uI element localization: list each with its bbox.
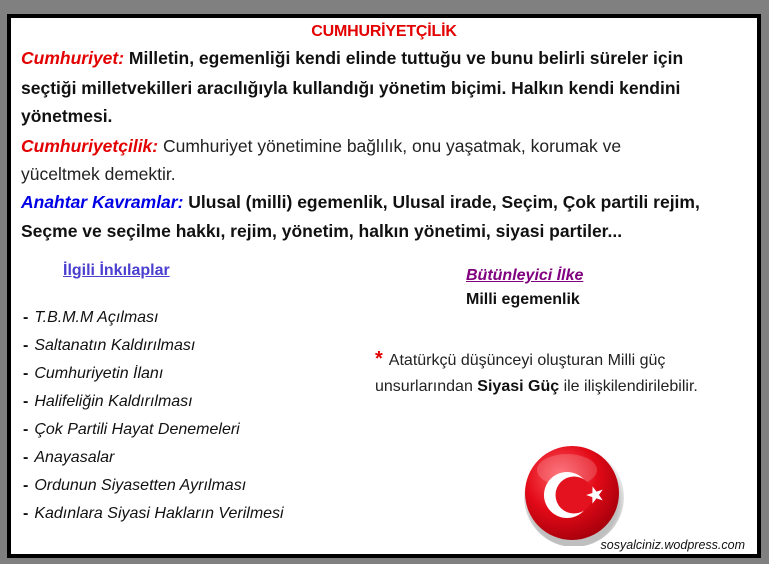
info-card: [7, 14, 761, 558]
term-cumhuriyet: Cumhuriyet:: [21, 48, 125, 68]
list-item: [23, 332, 284, 360]
note-text-end: ile ilişkilendirilebilir.: [559, 378, 698, 395]
dash: -: [23, 421, 29, 438]
page-title: CUMHURİYETÇİLİK: [311, 23, 457, 40]
note-text: Atatürkçü düşünceyi oluşturan Milli güç unsurlarından: [375, 352, 666, 395]
term-anahtar-kavramlar: Anahtar Kavramlar:: [21, 192, 184, 212]
dash: -: [23, 477, 29, 494]
definition-cumhuriyetcilik-line2: yüceltmek demektir.: [21, 164, 176, 184]
note-bold: Siyasi Güç: [477, 378, 560, 395]
key-concepts-line1: [21, 192, 700, 213]
definition-cumhuriyetcilik-line1: [21, 136, 621, 157]
related-reforms-heading[interactable]: İlgili İnkılaplar: [63, 262, 170, 279]
list-item: [23, 500, 284, 528]
list-item: [23, 416, 284, 444]
list-item: [23, 472, 284, 500]
asterisk-icon: *: [375, 348, 383, 370]
reform-label: Cumhuriyetin İlanı: [34, 365, 164, 382]
related-reforms-list: [23, 304, 284, 528]
dash: -: [23, 505, 29, 522]
list-item: [23, 444, 284, 472]
definition-cumhuriyet-line1: [21, 48, 683, 69]
definition-cumhuriyet-line3: yönetmesi.: [21, 106, 113, 126]
turkish-flag-icon: [521, 442, 625, 546]
note: [375, 346, 725, 400]
reform-label: Ordunun Siyasetten Ayrılması: [34, 477, 247, 494]
complementary-principle-heading[interactable]: Bütünleyici İlke: [466, 267, 584, 284]
reform-label: T.B.M.M Açılması: [34, 309, 159, 326]
key-concepts-line2: Seçme ve seçilme hakkı, rejim, yönetim, halkın yönetimi, siyasi partiler...: [21, 221, 623, 241]
reform-label: Kadınlara Siyasi Hakların Verilmesi: [34, 505, 284, 522]
definition-text: Milletin, egemenliği kendi elinde tuttuğu ve bunu belirli süreler için: [124, 48, 684, 68]
dash: -: [23, 309, 29, 326]
credit-text: sosyalciniz.wodpress.com: [600, 538, 745, 552]
term-cumhuriyetcilik: Cumhuriyetçilik:: [21, 136, 159, 156]
definition-cumhuriyet-line2: seçtiği milletvekilleri aracılığıyla kullandığı yönetim biçimi. Halkın kendi kendini: [21, 78, 681, 98]
dash: -: [23, 365, 29, 382]
reform-label: Anayasalar: [34, 449, 115, 466]
dash: -: [23, 393, 29, 410]
key-concepts-text: Ulusal (milli) egemenlik, Ulusal irade, Seçim, Çok partili rejim,: [183, 192, 700, 212]
list-item: [23, 304, 284, 332]
reform-label: Saltanatın Kaldırılması: [34, 337, 196, 354]
dash: -: [23, 449, 29, 466]
list-item: [23, 360, 284, 388]
list-item: [23, 388, 284, 416]
reform-label: Halifeliğin Kaldırılması: [34, 393, 193, 410]
complementary-principle-value: Milli egemenlik: [466, 291, 580, 308]
definition-text: Cumhuriyet yönetimine bağlılık, onu yaşatmak, korumak ve: [158, 136, 622, 156]
reform-label: Çok Partili Hayat Denemeleri: [34, 421, 240, 438]
dash: -: [23, 337, 29, 354]
